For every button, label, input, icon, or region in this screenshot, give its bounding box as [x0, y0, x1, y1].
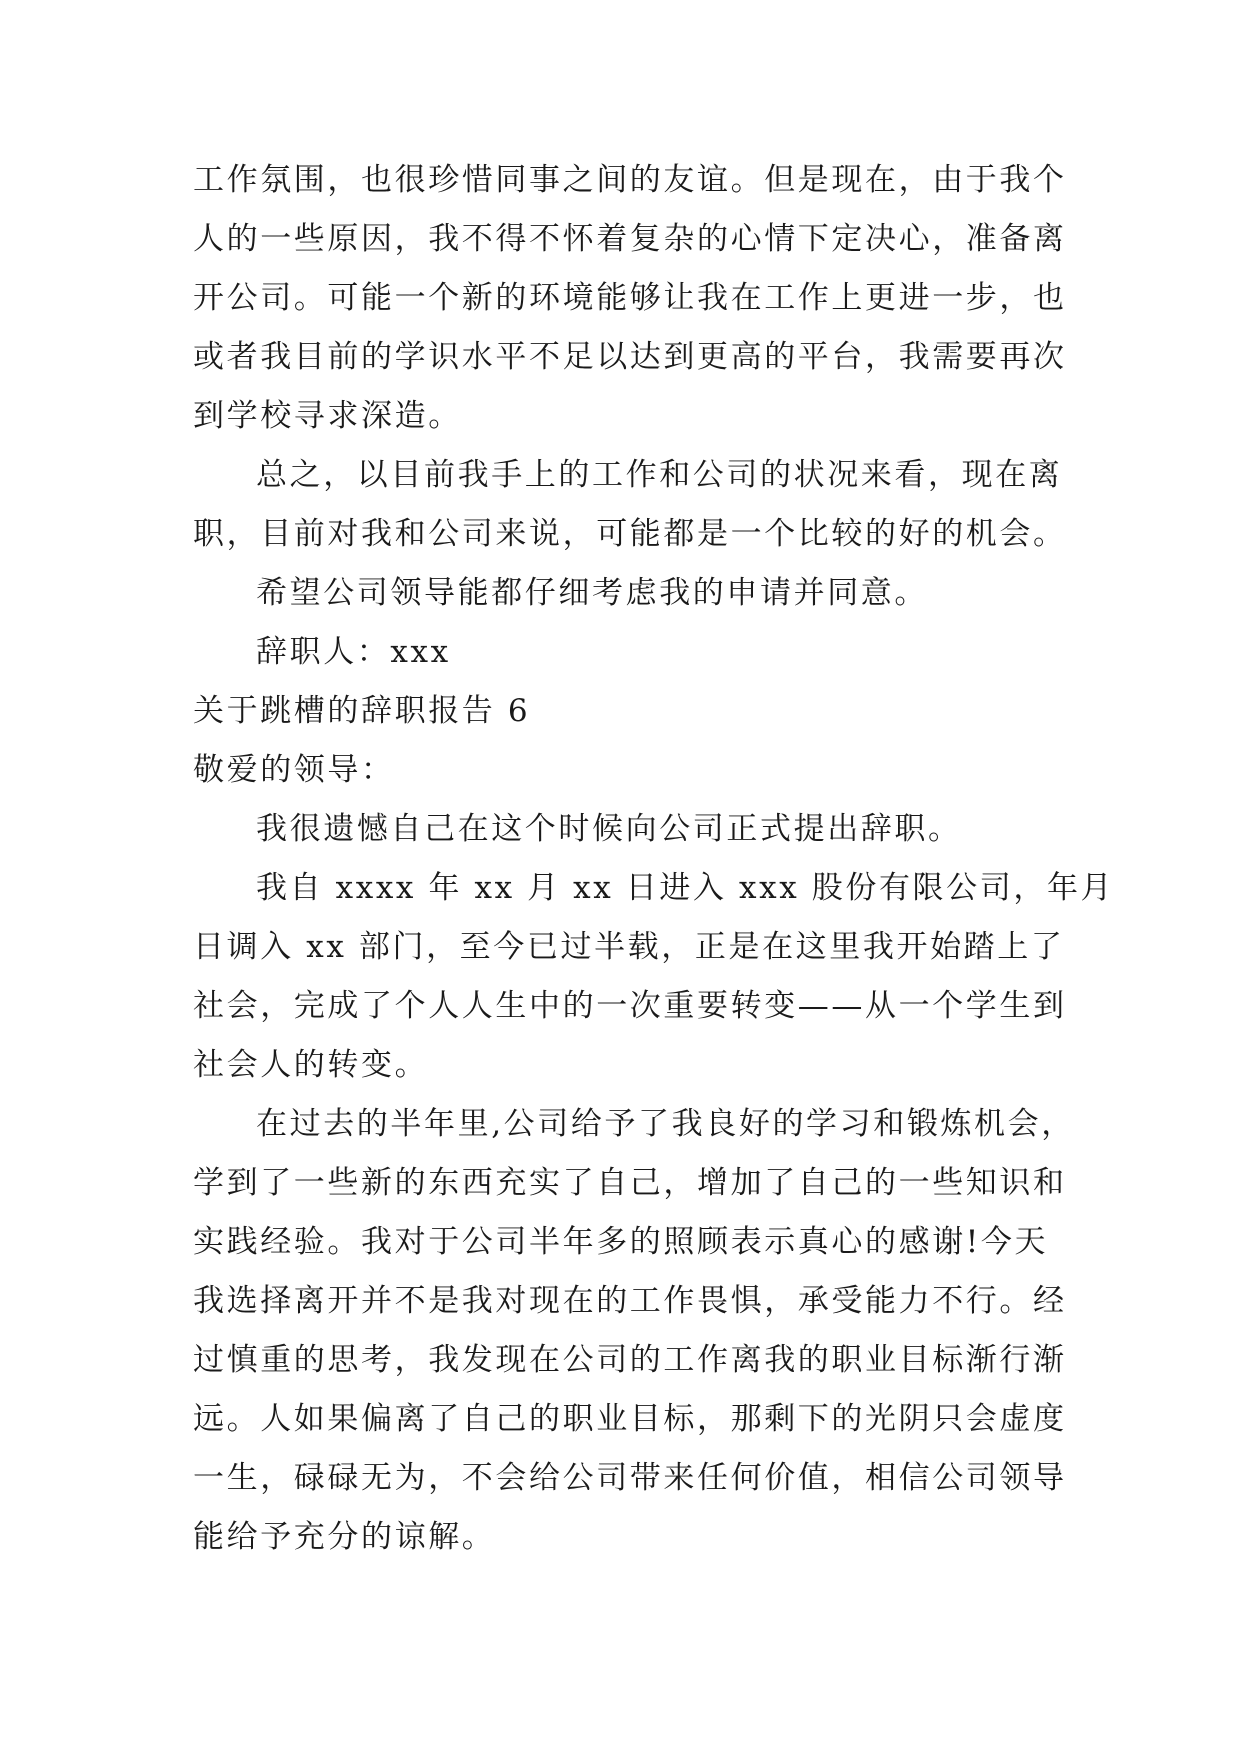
- salutation: 敬爱的领导：: [193, 752, 395, 788]
- body-text-line: 人的一些原因，我不得不怀着复杂的心情下定决心，准备离: [193, 221, 1067, 257]
- body-text-line: 社会人的转变。: [193, 1047, 429, 1083]
- body-text-line: 社会，完成了个人人生中的一次重要转变——从一个学生到: [193, 988, 1067, 1024]
- body-text-line: 或者我目前的学识水平不足以达到更高的平台，我需要再次: [193, 339, 1067, 375]
- body-text-line: 职，目前对我和公司来说，可能都是一个比较的好的机会。: [193, 516, 1067, 552]
- body-text-line: 远。人如果偏离了自己的职业目标，那剩下的光阴只会虚度: [193, 1401, 1067, 1437]
- body-text-line: 在过去的半年里,公司给予了我良好的学习和锻炼机会，: [256, 1106, 1075, 1142]
- body-text-line: 开公司。可能一个新的环境能够让我在工作上更进一步，也: [193, 280, 1067, 316]
- body-text-line: 我自 xxxx 年 xx 月 xx 日进入 xxx 股份有限公司，年月: [256, 870, 1115, 906]
- body-text-line: 一生，碌碌无为，不会给公司带来任何价值，相信公司领导: [193, 1460, 1067, 1496]
- body-text-line: 希望公司领导能都仔细考虑我的申请并同意。: [256, 575, 928, 611]
- body-text-line: 能给予充分的谅解。: [193, 1519, 496, 1555]
- body-text-line: 总之，以目前我手上的工作和公司的状况来看，现在离: [256, 457, 1063, 493]
- body-text-line: 日调入 xx 部门，至今已过半载，正是在这里我开始踏上了: [193, 929, 1065, 965]
- body-text-line: 学到了一些新的东西充实了自己，增加了自己的一些知识和: [193, 1165, 1067, 1201]
- body-text-line: 实践经验。我对于公司半年多的照顾表示真心的感谢!今天: [193, 1224, 1049, 1260]
- body-text-line: 我很遗憾自己在这个时候向公司正式提出辞职。: [256, 811, 962, 847]
- signature-line: 辞职人：xxx: [256, 634, 451, 670]
- body-text-line: 到学校寻求深造。: [193, 398, 462, 434]
- body-text-line: 我选择离开并不是我对现在的工作畏惧，承受能力不行。经: [193, 1283, 1067, 1319]
- body-text-line: 过慎重的思考，我发现在公司的工作离我的职业目标渐行渐: [193, 1342, 1067, 1378]
- section-title: 关于跳槽的辞职报告 6: [193, 693, 531, 729]
- body-text-line: 工作氛围，也很珍惜同事之间的友谊。但是现在，由于我个: [193, 162, 1067, 198]
